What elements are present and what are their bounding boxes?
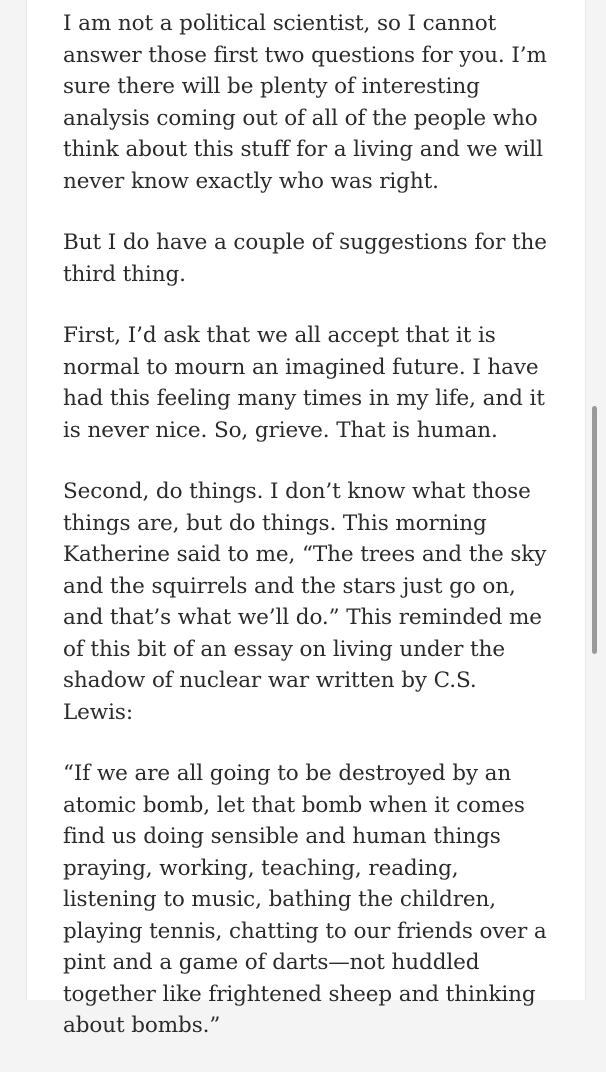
scrollbar-thumb[interactable] [592,406,597,654]
article-body [63,8,553,1072]
paragraph-suggestions: But I do have a couple of suggestions for the third thing. [63,230,547,287]
paragraph-mourn-future: First, I’d ask that we all accept that it is normal to mourn an imagined future. I have had this feeling many times in my life, and it is never nice. So, grieve. That is human. [63,323,545,443]
article-page [26,0,586,1038]
paragraph-do-things: Second, do things. I don’t know what those things are, but do things. This morning Katherine said to me, “The trees and the sky and the squirrels and the stars just go on, and that’s what we’ll do.” This reminded me of this bit of an essay on living under the shadow of nuclear war written by C.S. Lewis: [63,479,547,725]
paragraph-cs-lewis-quote: “If we are all going to be destroyed by an atomic bomb, let that bomb when it comes find us doing sensible and human things praying, working, teaching, reading, listening to music, bathing the children, playing tennis, chatting to our friends over a pint and a game of darts—not huddled together like frightened sheep and thinking about bombs.” [63,761,547,1038]
paragraph-political-scientist: I am not a political scientist, so I cannot answer those first two questions for you. I’m sure there will be plenty of interesting analysis coming out of all of the people who think about this stuff for a living and we will never know exactly who was right. [63,11,547,194]
